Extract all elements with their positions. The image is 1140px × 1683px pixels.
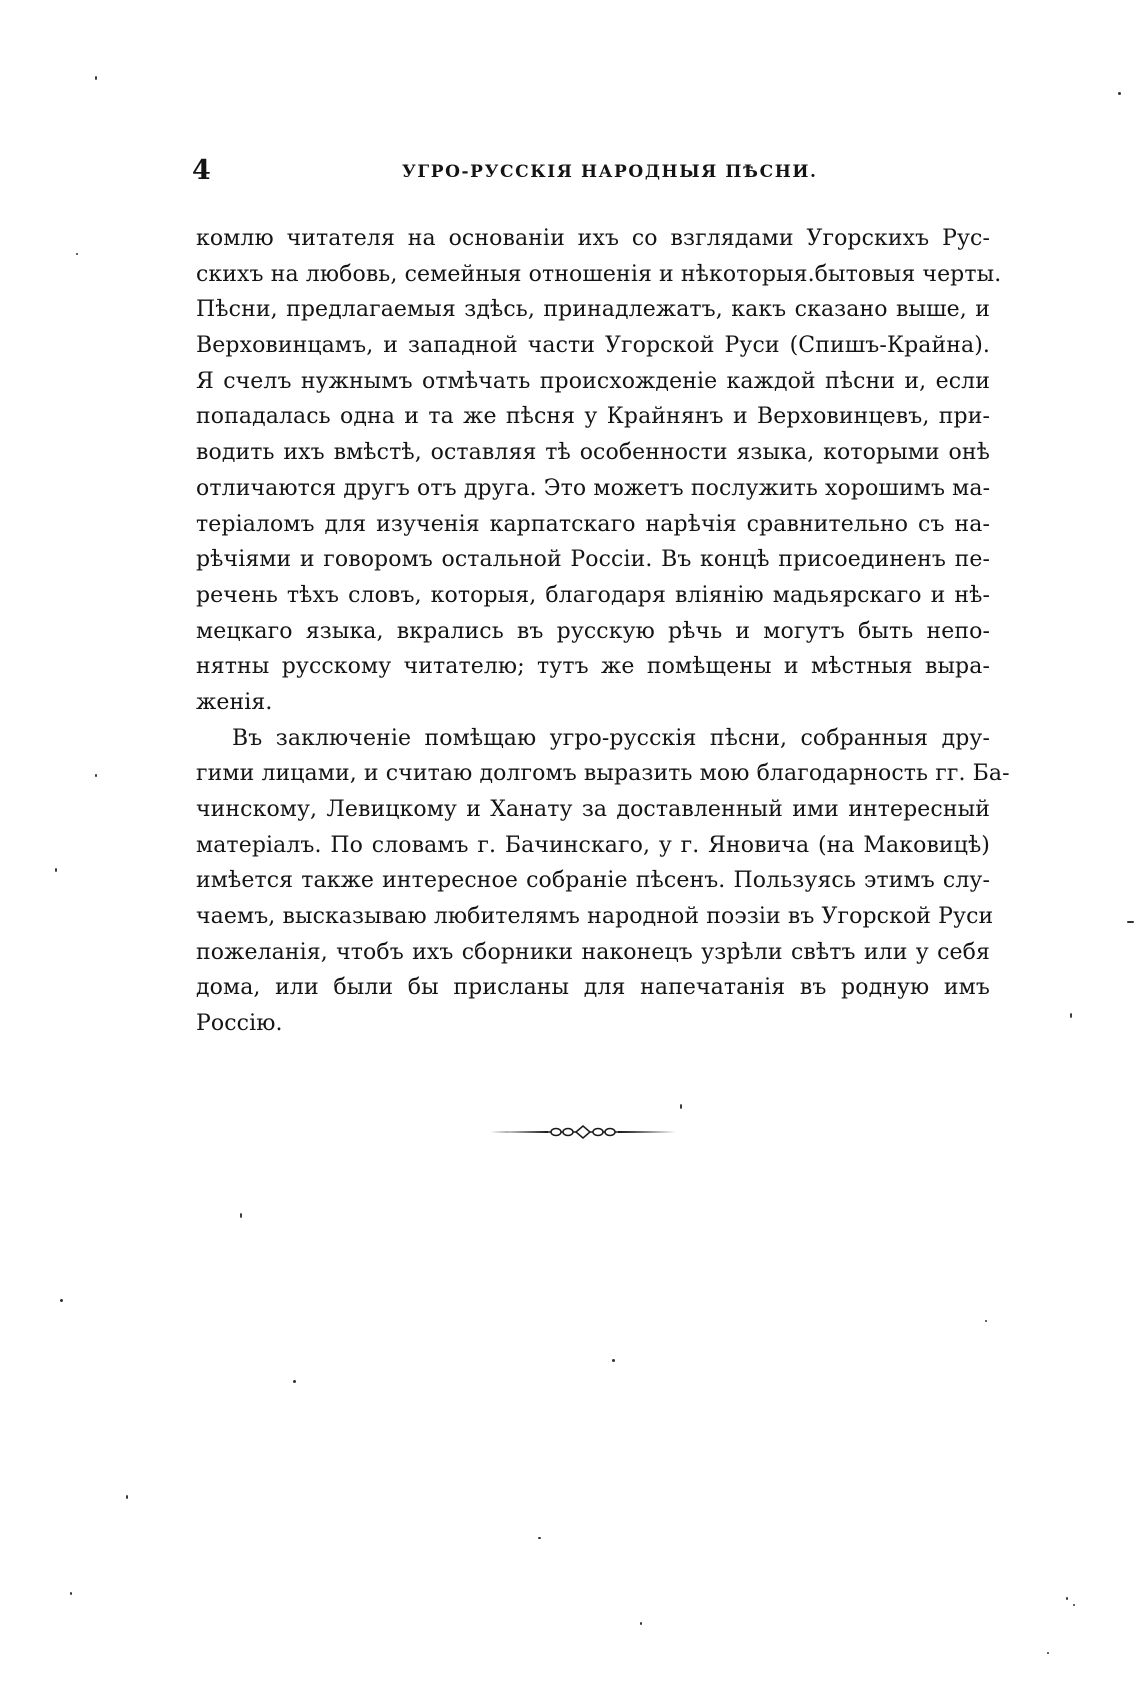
scan-speck bbox=[95, 774, 97, 777]
text-line: Я счелъ нужнымъ отмѣчать происхожденіе каждой пѣсни и, если bbox=[196, 368, 990, 394]
text-line: матеріалъ. По словамъ г. Бачинскаго, у г. Яновича (на Маковицѣ) bbox=[196, 832, 990, 858]
text-line: чинскому, Левицкому и Ханату за доставленный ими интересный bbox=[196, 797, 990, 822]
scan-speck bbox=[985, 1320, 987, 1322]
scan-speck bbox=[76, 253, 78, 255]
text-line: мецкаго языка, вкрались въ русскую рѣчь и могутъ быть непо- bbox=[196, 618, 990, 644]
text-line: речень тѣхъ словъ, которыя, благодаря вліянію мадьярскаго и нѣ- bbox=[196, 582, 990, 608]
text-line: чаемъ, высказываю любителямъ народной поэзіи въ Угорской Руси bbox=[196, 904, 994, 930]
scan-speck bbox=[95, 76, 97, 80]
paragraph-1 bbox=[196, 221, 1002, 721]
text-line: имѣется также интересное собраніе пѣсенъ. Пользуясь этимъ слу- bbox=[196, 868, 990, 894]
scan-speck bbox=[1118, 92, 1121, 95]
page-number: 4 bbox=[192, 155, 211, 186]
body-text bbox=[196, 221, 1010, 1042]
scan-speck bbox=[640, 1622, 642, 1625]
scan-speck bbox=[1127, 921, 1134, 923]
text-line: дома, или были бы присланы для напечатанія въ родную имъ bbox=[196, 975, 990, 1001]
scan-speck bbox=[240, 1213, 242, 1218]
scan-speck bbox=[126, 1495, 128, 1499]
scan-speck bbox=[1070, 1013, 1072, 1018]
scan-speck bbox=[680, 1104, 682, 1109]
running-title: УГРО-РУССКІЯ НАРОДНЫЯ ПѢСНИ. bbox=[402, 162, 818, 182]
text-line: скихъ на любовь, семейныя отношенія и нѣкоторыя.бытовыя черты. bbox=[196, 261, 1002, 287]
text-line: комлю читателя на основаніи ихъ со взглядами Угорскихъ Рус- bbox=[196, 226, 990, 251]
scan-speck bbox=[60, 1299, 63, 1302]
text-line: теріаломъ для изученія карпатскаго нарѣчія сравнительно съ на- bbox=[196, 511, 990, 537]
decorative-rule-icon bbox=[488, 1122, 678, 1142]
text-line: Россію. bbox=[196, 1011, 283, 1037]
text-line: рѣчіями и говоромъ остальной Россіи. Въ концѣ присоединенъ пе- bbox=[196, 547, 990, 573]
scan-speck bbox=[1066, 1597, 1068, 1600]
scan-speck bbox=[55, 868, 57, 872]
text-line: Верховинцамъ, и западной части Угорской Руси (Спишъ-Крайна). bbox=[196, 333, 990, 359]
scan-speck bbox=[612, 1359, 615, 1362]
scan-speck bbox=[1047, 1652, 1049, 1654]
text-line: водить ихъ вмѣстѣ, оставляя тѣ особенности языка, которыми онѣ bbox=[196, 440, 990, 466]
text-line: женія. bbox=[196, 689, 273, 715]
text-line: Пѣсни, предлагаемыя здѣсь, принадлежатъ, какъ сказано выше, и bbox=[196, 297, 990, 323]
text-line: Въ заключеніе помѣщаю угро-русскія пѣсни, собранныя дру- bbox=[232, 725, 990, 751]
text-line: пожеланія, чтобъ ихъ сборники наконецъ узрѣли свѣтъ или у себя bbox=[196, 939, 990, 965]
running-head bbox=[192, 155, 987, 189]
text-line: нятны русскому читателю; тутъ же помѣщены и мѣстныя выра- bbox=[196, 654, 990, 680]
text-line: отличаются другъ отъ друга. Это можетъ послужить хорошимъ ма- bbox=[196, 475, 991, 501]
paragraph-2 bbox=[196, 721, 1010, 1042]
text-line: гими лицами, и считаю долгомъ выразить мою благодарность гг. Ба- bbox=[196, 761, 1010, 787]
scan-speck bbox=[293, 1380, 296, 1383]
scan-speck bbox=[70, 1592, 72, 1595]
scan-speck bbox=[1073, 1604, 1075, 1606]
scan-speck bbox=[538, 1537, 541, 1539]
text-line: попадалась одна и та же пѣсня у Крайнянъ и Верховинцевъ, при- bbox=[196, 404, 990, 430]
